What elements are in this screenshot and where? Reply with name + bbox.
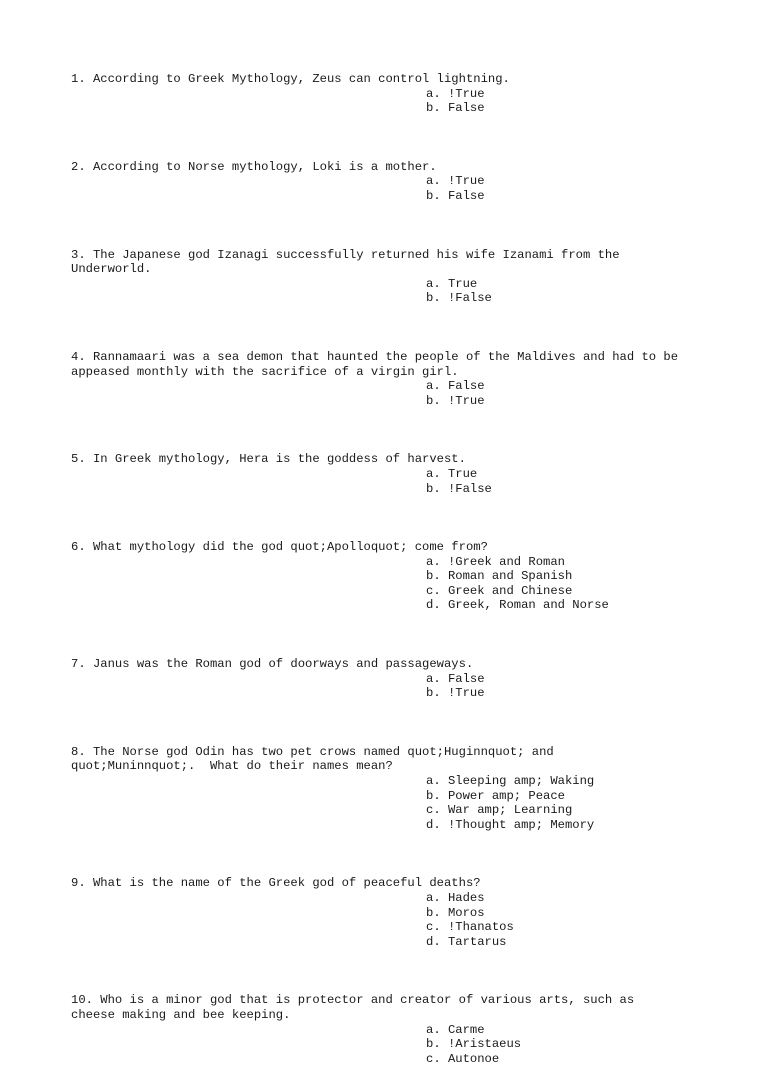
answer-option: a. !Greek and Roman [426, 554, 565, 569]
answer-option: b. Moros [426, 905, 485, 920]
answer-option: a. Sleeping amp; Waking [426, 774, 595, 789]
question-1 [71, 72, 711, 116]
question-text: 10. Who is a minor god that is protector and creator of various arts, such as cheese making and bee keeping. [71, 993, 635, 1022]
question-3 [71, 248, 711, 306]
answer-option: b. False [426, 188, 485, 203]
answer-option: d. Greek, Roman and Norse [426, 598, 609, 613]
answer-option: d. !Thought amp; Memory [426, 817, 595, 832]
question-text: 7. Janus was the Roman god of doorways and passageways. [71, 657, 474, 672]
question-text: 3. The Japanese god Izanagi successfully returned his wife Izanami from the Underworld. [71, 247, 620, 277]
answer-option: b. !True [426, 393, 485, 408]
answer-option: b. Power amp; Peace [426, 788, 565, 803]
question-2 [71, 160, 711, 204]
answer-option: b. Roman and Spanish [426, 569, 573, 584]
question-text: 1. According to Greek Mythology, Zeus can control lightning. [71, 72, 510, 86]
answer-option: c. Greek and Chinese [426, 583, 573, 598]
answer-option: a. True [426, 276, 478, 291]
answer-option: c. !Thanatos [426, 920, 514, 935]
answer-option: a. Hades [426, 891, 485, 905]
answer-option: c. War amp; Learning [426, 803, 573, 818]
question-10 [71, 993, 711, 1066]
quiz-document [71, 72, 711, 1066]
question-8 [71, 745, 711, 833]
question-6 [71, 540, 711, 613]
answer-option: a. !True [426, 174, 485, 189]
question-text: 5. In Greek mythology, Hera is the goddess of harvest. [71, 452, 466, 467]
answer-option: b. !False [426, 481, 492, 496]
question-text: 9. What is the name of the Greek god of peaceful deaths? [71, 876, 481, 891]
answer-option: b. !False [426, 291, 492, 306]
question-5 [71, 452, 711, 496]
question-4 [71, 350, 711, 408]
question-text: 8. The Norse god Odin has two pet crows named quot;Huginnquot; and quot;Muninnquot;. What do their names mean? [71, 744, 554, 774]
answer-option: a. False [426, 671, 485, 686]
answer-option: a. !True [426, 86, 485, 101]
answer-option: b. !Aristaeus [426, 1037, 522, 1052]
question-9 [71, 876, 711, 949]
answer-option: d. Tartarus [426, 934, 507, 949]
answer-option: b. False [426, 101, 485, 116]
question-text: 4. Rannamaari was a sea demon that haunted the people of the Maldives and had to be appeased monthly with the sacrifice of a virgin girl. [71, 349, 679, 379]
answer-option: b. !True [426, 686, 485, 701]
question-7 [71, 657, 711, 701]
question-text: 2. According to Norse mythology, Loki is a mother. [71, 159, 437, 174]
answer-option: a. True [426, 466, 478, 481]
question-text: 6. What mythology did the god quot;Apolloquot; come from? [71, 540, 488, 555]
answer-option: c. Autonoe [426, 1051, 500, 1066]
answer-option: a. False [426, 379, 485, 394]
answer-option: a. Carme [426, 1022, 485, 1037]
